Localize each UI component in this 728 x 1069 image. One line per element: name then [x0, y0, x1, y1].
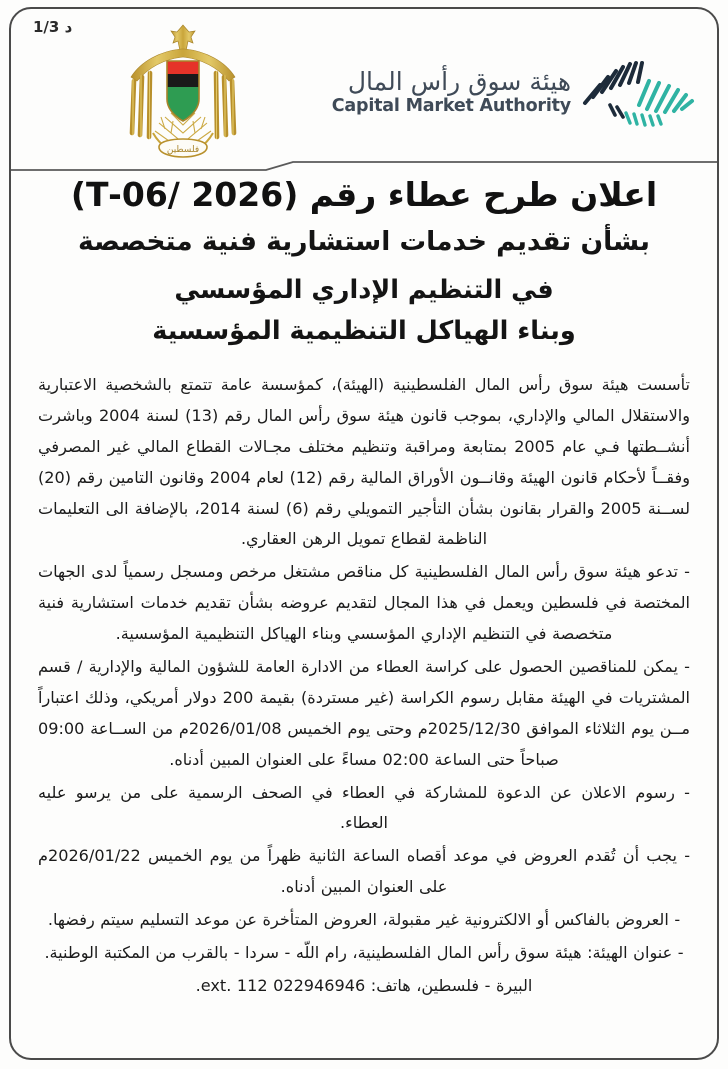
body-paragraph: - عنوان الهيئة: هيئة سوق رأس المال الفلسطينية، رام اللّه - سردا - بالقرب من المكتبة الوطنية.: [44, 943, 684, 963]
body-paragraph: - العروض بالفاكس أو الالكترونية غير مقبولة، العروض المتأخرة عن موعد التسليم سيتم رفضها.: [47, 910, 681, 930]
logo-english-name: Capital Market Authority: [331, 96, 571, 117]
palestine-eagle-emblem: [115, 21, 251, 167]
svg-text:فلسطين: فلسطين: [166, 145, 200, 155]
announcement-body: [11, 370, 717, 1002]
logo-arabic-name: هيئة سوق رأس المال: [347, 67, 571, 97]
cma-wing-mark-icon: [577, 57, 699, 131]
header-divider: [11, 159, 719, 173]
body-paragraph: - يجب أن تُقدم العروض في موعد أقصاه الساعة الثانية ظهراً من يوم الخميس 2026/01/22م على العنوان المبين أدناه.: [38, 846, 690, 897]
capital-market-authority-logo: [332, 57, 699, 131]
body-paragraph: - رسوم الاعلان عن الدعوة للمشاركة في العطاء في الصحف الرسمية على من يرسو عليه العطاء.: [38, 782, 690, 833]
body-paragraph: - يمكن للمناقصين الحصول على كراسة العطاء من الادارة العامة للشؤون المالية والإدارية / قسم المشتريات في الهيئة مقابل رسوم الكراسة (غير مستردة) بقيمة 200 دولار أمريكي، وذلك اعتباراً مــن يوم الثلاثاء الموافق 2025/12/30م وحتى يوم الخميس 2026/01/08م من الســاعة 09:00 صباحاً حتى الساعة 02:00 مساءً على العنوان المبين أدناه.: [38, 657, 691, 769]
subtitle-line-1: بشأن تقديم خدمات استشارية فنية متخصصة: [78, 226, 650, 258]
logo-wordmark: [332, 68, 571, 120]
subtitle-line-2: في التنظيم الإداري المؤسسي: [174, 274, 554, 305]
contact-line: البيرة - فلسطين، هاتف: 022946946 ext. 112.: [195, 975, 533, 995]
page-marker: د 1/3: [33, 18, 73, 36]
page-title: اعلان طرح عطاء رقم (2026 /06-T): [70, 175, 658, 214]
body-paragraph: - تدعو هيئة سوق رأس المال الفلسطينية كل مناقص مشتغل مرخص ومسجل رسمياً لدى الجهات المختصة في فلسطين ويعمل في هذا المجال لتقديم عروضه بشأن تقديم خدمات استشارية فنية متخصصة في التنظيم الإداري المؤسسي وبناء الهياكل التنظيمية المؤسسية.: [38, 562, 690, 644]
body-paragraph: تأسست هيئة سوق رأس المال الفلسطينية (الهيئة)، كمؤسسة عامة تتمتع بالشخصية الاعتبارية والاستقلال المالي والإداري، بموجب قانون هيئة سوق رأس المال رقم (13) لسنة 2004 وباشرت أنشــطتها فـي عام 2005 بمتابعة ومراقبة وتنظيم مختلف مجـالات القطاع المالي غير المصرفي وفقــاً لأحكام قانون الهيئة وقانــون الأوراق المالية رقم (12) لعام 2004 وقانون التامين رقم (20) لســنة 2005 والقرار بقانون بشأن التأجير التمويلي رقم (6) لسنة 2014، بالإضافة الى التعليمات الناظمة لقطاع تمويل الرهن العقاري.: [38, 375, 691, 549]
ad-header: [11, 9, 717, 159]
announcement-titles: [11, 175, 717, 348]
ad-frame: [9, 7, 719, 1060]
subtitle-line-3: وبناء الهياكل التنظيمية المؤسسية: [152, 315, 576, 346]
